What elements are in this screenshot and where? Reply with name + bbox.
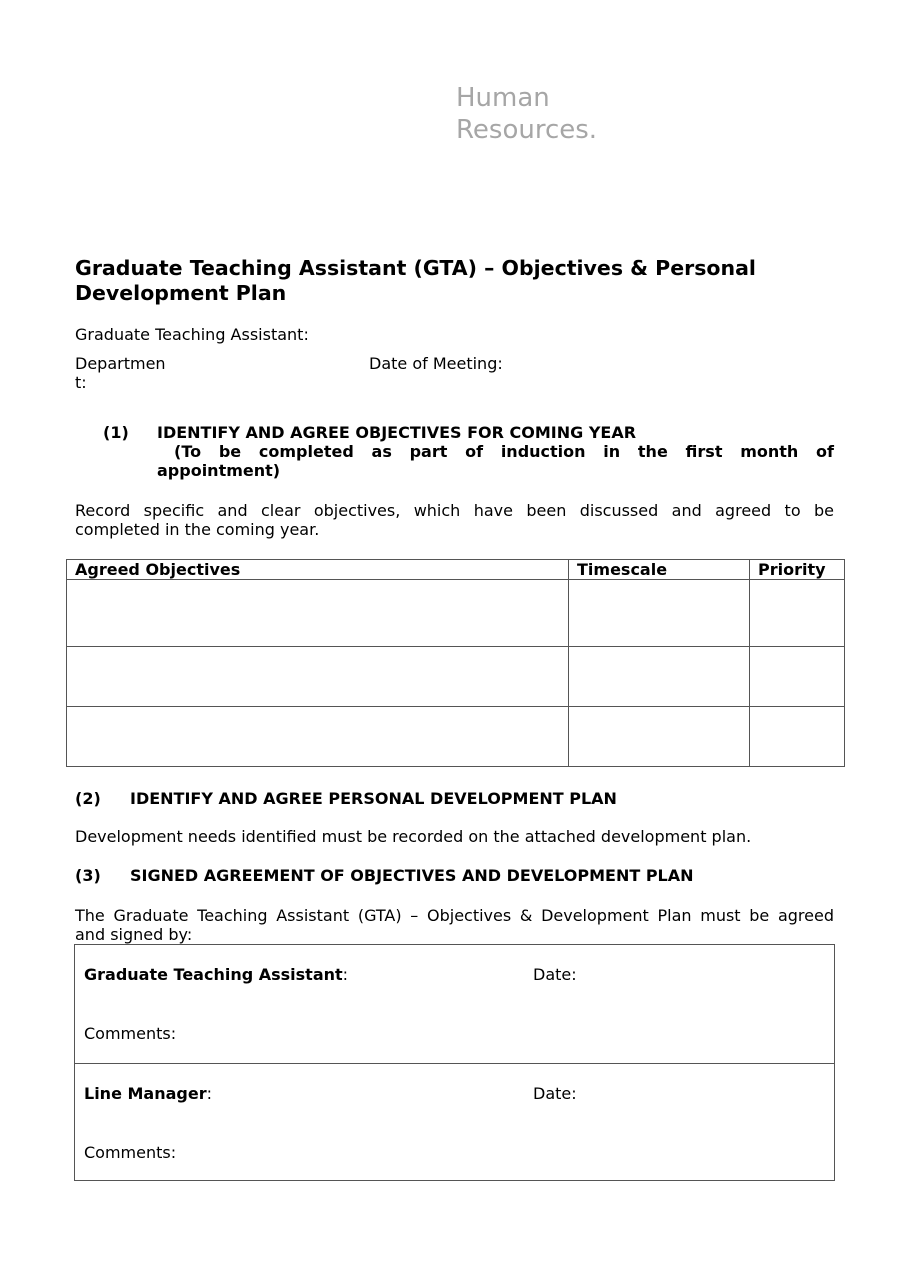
priority-header: Priority: [750, 560, 845, 580]
table-row: [67, 707, 845, 767]
section-3-title: SIGNED AGREEMENT OF OBJECTIVES AND DEVELOPMENT PLAN: [130, 866, 694, 885]
section-1-intro-line-1: Record specific and clear objectives, which have been discussed and agreed to be: [75, 501, 834, 520]
line-manager-comments-label: Comments:: [84, 1143, 177, 1162]
table-row: [67, 580, 845, 647]
priority-cell[interactable]: [750, 580, 845, 647]
section-3-intro-line-2: and signed by:: [75, 925, 193, 944]
title-line-1: Graduate Teaching Assistant (GTA) – Objectives & Personal: [75, 256, 756, 280]
section-1-title: IDENTIFY AND AGREE OBJECTIVES FOR COMING YEAR: [157, 423, 637, 442]
timescale-header: Timescale: [569, 560, 750, 580]
signature-box: [74, 944, 835, 1181]
section-1-number: (1): [103, 423, 129, 442]
line-manager-date-label: Date:: [533, 1084, 577, 1103]
objective-cell[interactable]: [67, 647, 569, 707]
gta-name-label: Graduate Teaching Assistant:: [75, 325, 309, 344]
line-manager-signature-label: [84, 1084, 212, 1103]
logo-line-1: Human: [456, 83, 550, 113]
hr-logo-text: [456, 82, 597, 146]
title-line-2: Development Plan: [75, 281, 287, 305]
department-label-line-2: t:: [75, 373, 87, 392]
objective-cell[interactable]: [67, 580, 569, 647]
gta-comments-label: Comments:: [84, 1024, 177, 1043]
line-manager-label-bold: Line Manager: [84, 1084, 207, 1103]
objectives-table: [66, 559, 845, 767]
date-of-meeting-label: Date of Meeting:: [369, 354, 503, 373]
objective-cell[interactable]: [67, 707, 569, 767]
timescale-cell[interactable]: [569, 580, 750, 647]
logo-line-2: Resources.: [456, 115, 598, 145]
section-3-intro-line-1: The Graduate Teaching Assistant (GTA) – Objectives & Development Plan must be agreed: [75, 906, 834, 925]
priority-cell[interactable]: [750, 707, 845, 767]
gta-date-label: Date:: [533, 965, 577, 984]
timescale-cell[interactable]: [569, 707, 750, 767]
section-1-subtitle-line-1: (To be completed as part of induction in the first month of: [174, 442, 834, 461]
section-2-text: Development needs identified must be recorded on the attached development plan.: [75, 827, 752, 846]
priority-cell[interactable]: [750, 647, 845, 707]
timescale-cell[interactable]: [569, 647, 750, 707]
section-2-number: (2): [75, 789, 101, 808]
department-label-line-1: Departmen: [75, 354, 166, 373]
line-manager-colon: :: [206, 1084, 212, 1103]
gta-signature-label: [84, 965, 348, 984]
objectives-header-row: [67, 560, 845, 580]
section-2-title: IDENTIFY AND AGREE PERSONAL DEVELOPMENT PLAN: [130, 789, 617, 808]
page-title: [75, 256, 815, 306]
signature-divider: [75, 1063, 834, 1064]
agreed-objectives-header: Agreed Objectives: [67, 560, 569, 580]
gta-signature-label-bold: Graduate Teaching Assistant: [84, 965, 343, 984]
gta-signature-colon: :: [342, 965, 349, 984]
section-1-intro-line-2: completed in the coming year.: [75, 520, 320, 539]
section-3-number: (3): [75, 866, 101, 885]
table-row: [67, 647, 845, 707]
department-label: [75, 354, 166, 392]
section-1-subtitle-line-2: appointment): [157, 461, 281, 480]
